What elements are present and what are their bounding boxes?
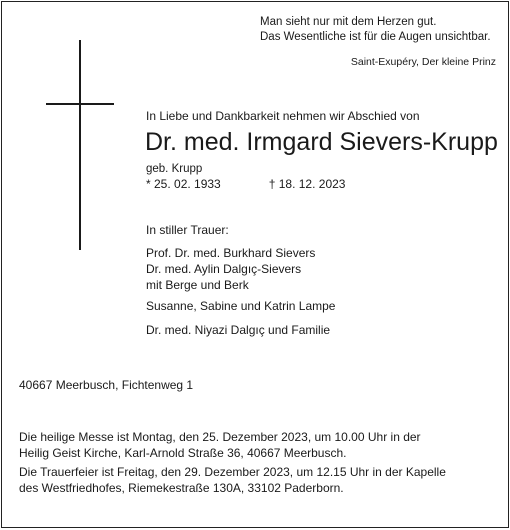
family-address: 40667 Meerbusch, Fichtenweg 1 (19, 378, 194, 392)
mourners-group-3: Dr. med. Niyazi Dalgıç und Familie (146, 323, 331, 337)
mourners-heading: In stiller Trauer: (146, 223, 229, 237)
birth-date: * 25. 02. 1933 (146, 177, 221, 191)
mass-line-2: Heilig Geist Kirche, Karl-Arnold Straße 36, 40667 Meerbusch. (19, 446, 347, 460)
funeral-line-1: Die Trauerfeier ist Freitag, den 29. Dezember 2023, um 12.15 Uhr in der Kapelle (19, 465, 446, 479)
cross-vertical-bar (79, 40, 81, 250)
obituary-notice (1, 1, 509, 528)
cross-horizontal-bar (46, 103, 114, 105)
life-dates (146, 176, 345, 192)
mourner-line: Prof. Dr. med. Burkhard Sievers (146, 246, 316, 260)
funeral-info (19, 464, 499, 496)
deceased-name: Dr. med. Irmgard Sievers-Krupp (145, 128, 498, 156)
mourners-group-2: Susanne, Sabine und Katrin Lampe (146, 299, 336, 313)
mourner-line: mit Berge und Berk (146, 278, 249, 292)
mourners-group-1 (146, 245, 315, 293)
quote-line-1: Man sieht nur mit dem Herzen gut. (260, 16, 437, 28)
funeral-line-2: des Westfriedhofes, Riemekestraße 130A, 33102 Paderborn. (19, 481, 344, 495)
mass-line-1: Die heilige Messe ist Montag, den 25. Dezember 2023, um 10.00 Uhr in der (19, 430, 421, 444)
farewell-intro: In Liebe und Dankbarkeit nehmen wir Abschied von (146, 109, 420, 123)
death-date: † 18. 12. 2023 (268, 177, 346, 191)
mass-info (19, 429, 499, 461)
birth-name: geb. Krupp (146, 163, 203, 175)
quote-line-2: Das Wesentliche ist für die Augen unsichtbar. (260, 31, 491, 43)
quote-source: Saint-Exupéry, Der kleine Prinz (350, 56, 496, 68)
mourner-line: Dr. med. Aylin Dalgıç-Sievers (146, 262, 302, 276)
epigraph-quote (260, 15, 500, 70)
